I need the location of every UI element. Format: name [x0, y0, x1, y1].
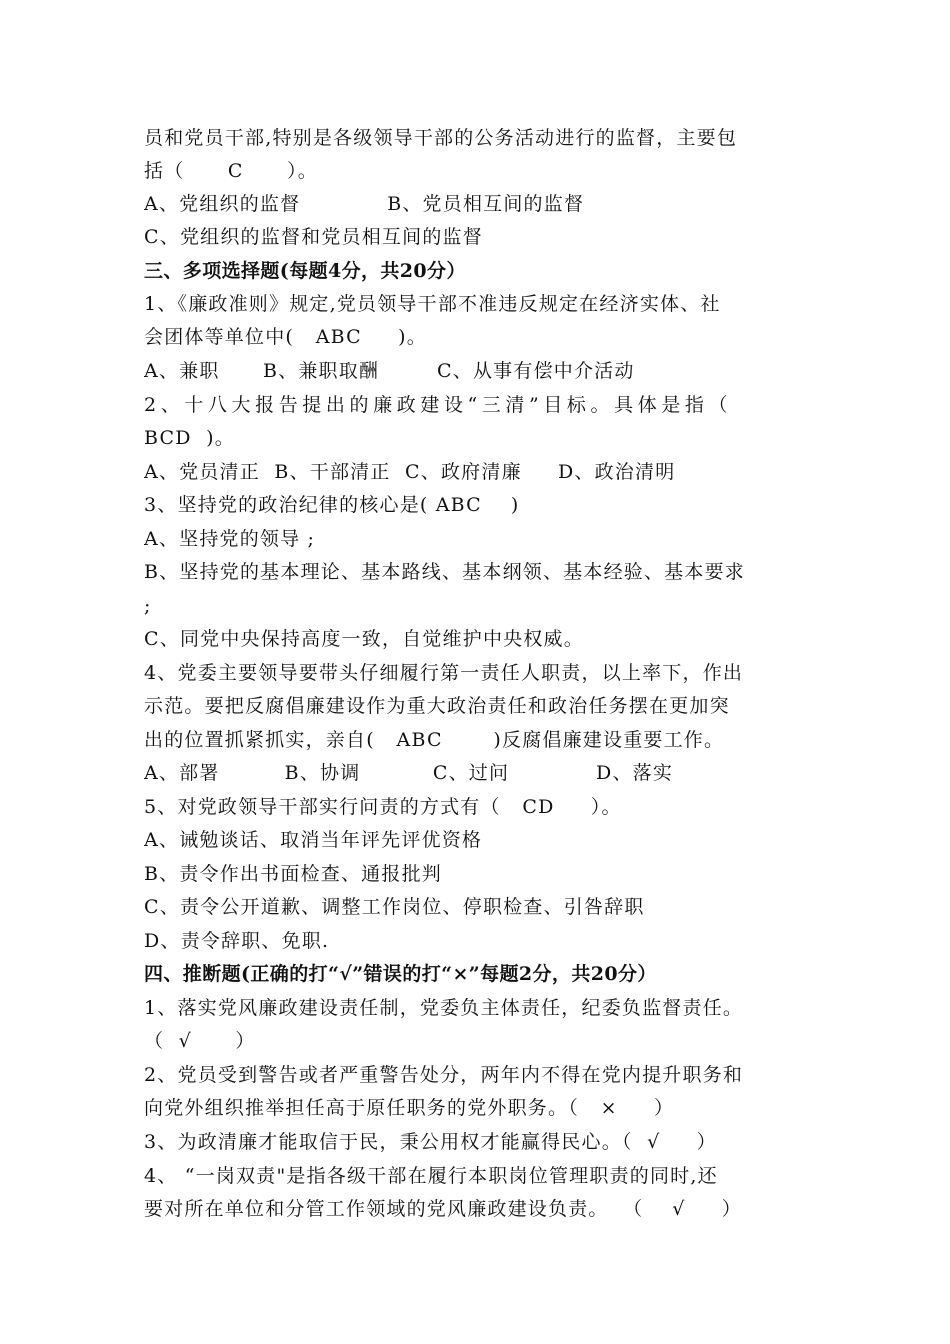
text-line: 出的位置抓紧抓实，亲自( ABC )反腐倡廉建设重要工作。: [144, 729, 725, 751]
text-line: 员和党员干部,特别是各级领导干部的公务活动进行的监督，主要包: [144, 127, 738, 149]
text-line: 示范。要把反腐倡廉建设作为重大政治责任和政治任务摆在更加突: [144, 695, 730, 717]
question-line: 5、对党政领导干部实行问责的方式有（ CD ）。: [144, 796, 622, 818]
option-line: C、责令公开道歉、调整工作岗位、停职检查、引咎辞职: [144, 896, 645, 918]
option-line: C、党组织的监督和党员相互间的监督: [144, 226, 483, 248]
option-line: C、同党中央保持高度一致，自觉维护中央权威。: [144, 628, 584, 650]
option-line: A、兼职 B、兼职取酬 C、从事有偿中介活动: [144, 360, 635, 382]
text-line: BCD )。: [144, 427, 235, 449]
option-line: D、责令辞职、免职.: [144, 930, 330, 952]
question-line: 4、党委主要领导要带头仔细履行第一责任人职责，以上率下，作出: [144, 662, 744, 684]
option-line: A、党组织的监督 B、党员相互间的监督: [144, 193, 585, 215]
section-heading: 三、多项选择题(每题4分，共20分）: [144, 260, 466, 282]
option-line: B、坚持党的基本理论、基本路线、基本纲领、基本经验、基本要求: [144, 561, 745, 583]
text-line: 括（ C ）。: [144, 160, 318, 182]
option-line: B、责令作出书面检查、通报批判: [144, 863, 442, 885]
question-line: 3、坚持党的政治纪律的核心是( ABC ): [144, 494, 520, 516]
option-line: A、坚持党的领导 ;: [144, 528, 316, 550]
question-line: 2、十八大报告提出的廉政建设“三清”目标。具体是指（: [144, 394, 733, 416]
option-line: A、党员清正 B、干部清正 C、政府清廉 D、政治清明: [144, 461, 676, 483]
option-line: A、部署 B、协调 C、过问 D、落实: [144, 762, 674, 784]
text-line: 向党外组织推举担任高于原任职务的党外职务。（ × ）: [144, 1097, 675, 1119]
question-line: 3、为政清廉才能取信于民，秉公用权才能赢得民心。（ √ ）: [144, 1131, 717, 1153]
question-line: 1、落实党风廉政建设责任制，党委负主体责任，纪委负监督责任。: [144, 997, 744, 1019]
text-line: ;: [144, 595, 152, 617]
question-line: 2、党员受到警告或者严重警告处分，两年内不得在党内提升职务和: [144, 1064, 744, 1086]
section-heading: 四、推断题(正确的打“√”错误的打“×”每题2分，共20分）: [144, 963, 657, 985]
option-line: A、诫勉谈话、取消当年评先评优资格: [144, 829, 483, 851]
question-line: 4、 “一岗双责"是指各级干部在履行本职岗位管理职责的同时,还: [144, 1165, 718, 1187]
answer-line: （ √ ）: [144, 1030, 256, 1052]
text-line: 会团体等单位中( ABC )。: [144, 326, 427, 348]
question-line: 1、《廉政准则》规定,党员领导干部不准违反规定在经济实体、社: [144, 293, 721, 315]
text-line: 要对所在单位和分管工作领域的党风廉政建设负责。 （ √ ）: [144, 1198, 742, 1220]
